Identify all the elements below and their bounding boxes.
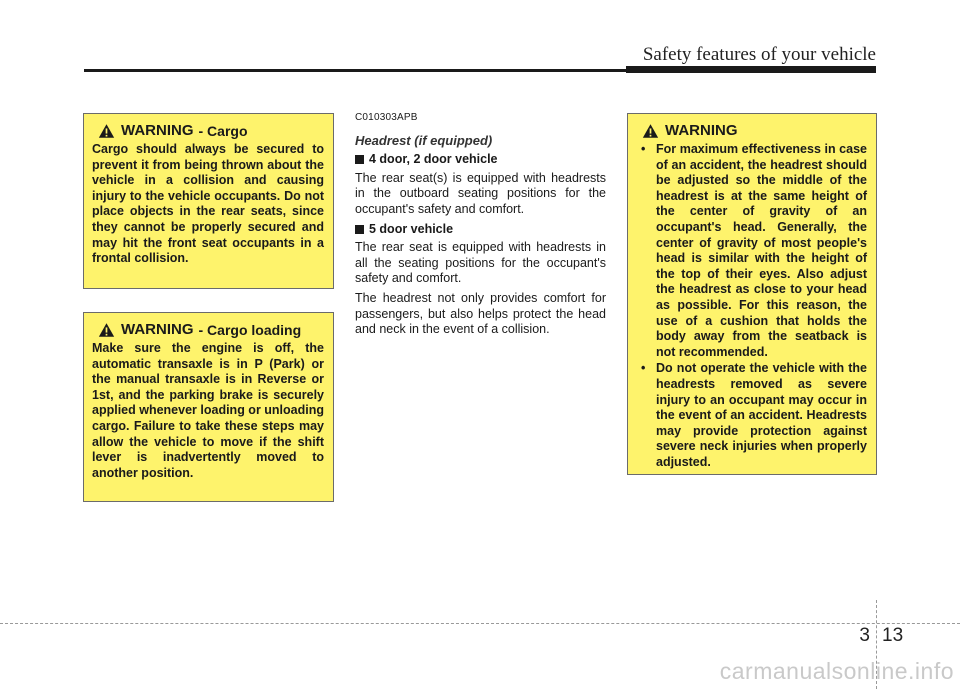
list-item: • For maximum effectiveness in case of an accident, the headrest should be adjusted so the middle of the headrest is at the same height of the center of gravity of an occupant's head. Generally, the center of gravity of most people's head is similar with the height of the top of their eyes. Also adjust the headrest as close to your head as possible. For this reason, the use of a cushion that holds the body away from the seatback is not recommended.: [636, 142, 867, 360]
paragraph: The rear seat(s) is equipped with headrests in the outboard seating positions for the occupant's safety and comfort.: [355, 170, 606, 216]
warning-text: Cargo should always be secured to prevent it from being thrown about the vehicle in a collision and causing injury to the vehicle occupants. Do not place objects in the rear seats, since they cannot be properly secured and may hit the front seat occupants in a frontal collision.: [92, 142, 324, 266]
warning-box-headrest: [627, 113, 877, 475]
page-number: 13: [882, 625, 904, 646]
section-heading: Headrest (if equipped): [355, 132, 493, 148]
warning-subtitle: - Cargo loading: [198, 321, 302, 338]
warning-header: [92, 122, 324, 139]
paragraph: The rear seat is equipped with headrests in all the seating positions for the occupant's safety and comfort.: [355, 240, 606, 286]
warning-box-cargo-loading: [83, 312, 334, 502]
headrest-section: [355, 110, 606, 342]
warning-list: [636, 142, 867, 470]
warning-title: WARNING: [121, 122, 194, 139]
header-rule-tab: [626, 66, 876, 73]
warning-subtitle: - Cargo: [198, 122, 248, 139]
warning-header: [92, 321, 324, 338]
warning-title: WARNING: [121, 321, 194, 338]
footer-rule: [0, 623, 960, 624]
subheading-text: 4 door, 2 door vehicle: [369, 152, 498, 167]
warning-triangle-icon: [98, 322, 115, 338]
chapter-number: 3: [859, 625, 870, 646]
square-bullet-icon: [355, 155, 364, 164]
square-bullet-icon: [355, 225, 364, 234]
warning-box-cargo: [83, 113, 334, 289]
subheading-text: 5 door vehicle: [369, 221, 454, 236]
warning-title: WARNING: [665, 122, 738, 139]
subheading-5-door: [355, 222, 606, 238]
page-header-title: Safety features of your vehicle: [642, 44, 876, 65]
paragraph: The headrest not only provides comfort for passengers, but also helps protect the head and neck in the event of a collision.: [355, 290, 606, 337]
watermark: carmanualsonline.info: [719, 658, 954, 684]
warning-triangle-icon: [98, 123, 115, 139]
list-item: • Do not operate the vehicle with the headrests removed as severe injury to an occupant may occur in the event of an accident. Headrests may provide protection against severe neck injuries when properly adjusted.: [636, 361, 867, 470]
warning-header: [636, 122, 867, 139]
section-code: C010303APB: [355, 112, 418, 123]
subheading-4-2-door: [355, 152, 606, 168]
warning-text: Make sure the engine is off, the automatic transaxle is in P (Park) or the manual transaxle is in Reverse or 1st, and the parking brake is securely applied whenever loading or unloading cargo. Failure to take these steps may allow the vehicle to move if the shift lever is inadvertently moved to another position.: [92, 341, 324, 480]
warning-triangle-icon: [642, 123, 659, 139]
